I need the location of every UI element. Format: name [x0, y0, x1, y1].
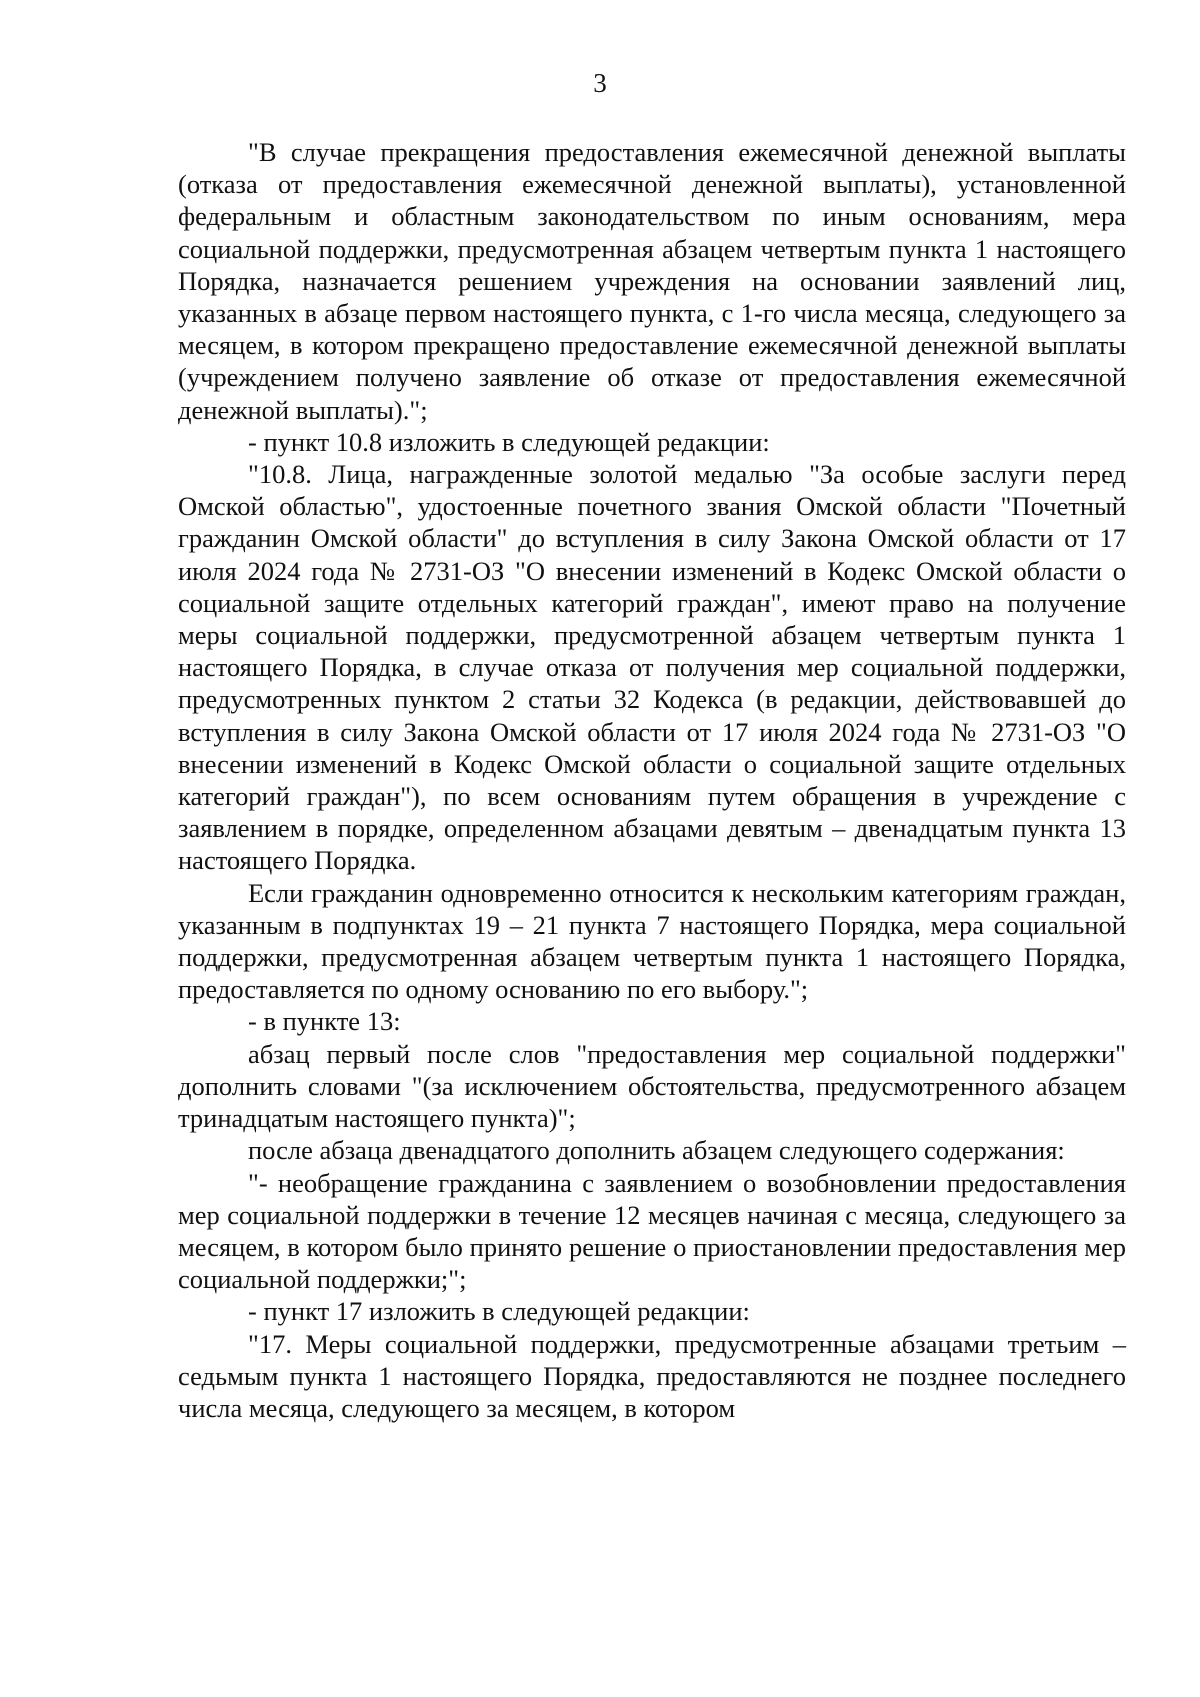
paragraph-item-13-add-clause: после абзаца двенадцатого дополнить абзацем следующего содержания:: [248, 1135, 1065, 1166]
page-number: 3: [593, 68, 607, 98]
paragraph-multiple-categories: Если гражданин одновременно относится к нескольким категориям граждан, указанным в подпунктах 19 – 21 пункта 7 настоящего Порядка, мера социальной поддержки, предусмотренная абзацем четвертым пункта 1 настоящего Порядка, предоставляется по одному основанию по его выбору.";: [178, 877, 1126, 1005]
paragraph-item-13-first-amendment: абзац первый после слов "предоставления мер социальной поддержки" дополнить словами "(за исключением обстоятельства, предусмотренного абзацем тринадцатым настоящего пункта)";: [178, 1038, 1126, 1134]
paragraph-monthly-payment-termination: "В случае прекращения предоставления ежемесячной денежной выплаты (отказа от предоставления ежемесячной денежной выплаты), установленной федеральным и областным законодательством по иным основаниям, мера социальной поддержки, предусмотренная абзацем четвертым пункта 1 настоящего Порядка, назначается решением учреждения на основании заявлений лиц, указанных в абзаце первом настоящего пункта, с 1-го числа месяца, следующего за месяцем, в котором прекращено предоставление ежемесячной денежной выплаты (учреждением получено заявление об отказе от предоставления ежемесячной денежной выплаты).";: [178, 137, 1126, 425]
paragraph-item-17-intro: - пункт 17 изложить в следующей редакции:: [248, 1296, 750, 1327]
paragraph-item-13-intro: - в пункте 13:: [248, 1006, 401, 1037]
document-body: [178, 136, 1126, 1424]
paragraph-item-10-8-text: "10.8. Лица, награжденные золотой медалью "За особые заслуги перед Омской областью", удостоенные почетного звания Омской области "Почетный гражданин Омской области" до вступления в силу Закона Омской области от 17 июля 2024 года № 2731-ОЗ "О внесении изменений в Кодекс Омской области о социальной защите отдельных категорий граждан", имеют право на получение меры социальной поддержки, предусмотренной абзацем четвертым пункта 1 настоящего Порядка, в случае отказа от получения мер социальной поддержки, предусмотренных пунктом 2 статьи 32 Кодекса (в редакции, действовавшей до вступления в силу Закона Омской области от 17 июля 2024 года № 2731-ОЗ "О внесении изменений в Кодекс Омской области о социальной защите отдельных категорий граждан"), по всем основаниям путем обращения в учреждение с заявлением в порядке, определенном абзацами девятым – двенадцатым пункта 13 настоящего Порядка.: [178, 459, 1126, 876]
paragraph-non-application-clause: "- необращение гражданина с заявлением о возобновлении предоставления мер социальной поддержки в течение 12 месяцев начиная с месяца, следующего за месяцем, в котором было принято решение о приостановлении предоставления мер социальной поддержки;";: [178, 1167, 1126, 1295]
paragraph-item-17-text: "17. Меры социальной поддержки, предусмотренные абзацами третьим – седьмым пункта 1 настоящего Порядка, предоставляются не позднее последнего числа месяца, следующего за месяцем, в котором: [178, 1328, 1126, 1423]
paragraph-item-10-8-intro: - пункт 10.8 изложить в следующей редакции:: [248, 426, 770, 457]
